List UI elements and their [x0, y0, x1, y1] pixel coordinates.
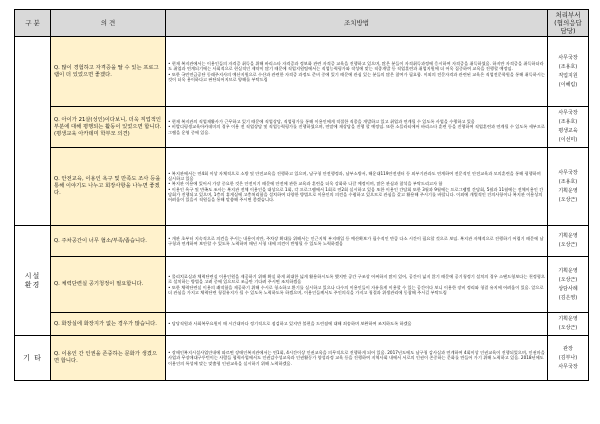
- question-cell: Q. 안전교육, 이용인 욕구 및 만족도 조사 등을 통해 이야기도 나누고 회장사항을 나누면 좋겠다.: [51, 148, 166, 226]
- dept-line: 사무국장: [558, 169, 578, 176]
- category-cell: 시설 환경: [15, 226, 51, 336]
- dept-cell: [548, 148, 589, 226]
- table-header-row: [15, 10, 589, 37]
- header-question: 의 견: [51, 10, 166, 37]
- dept-line: (이선미): [558, 137, 578, 143]
- dept-line: (조용호): [558, 63, 578, 70]
- table-row: [15, 107, 589, 148]
- opinion-table: [14, 9, 589, 381]
- question-cell: Q. 주차공간이 너무 협소/부족/좁습니다.: [51, 226, 166, 257]
- dept-line: (오상근): [558, 276, 578, 283]
- table-row: [15, 257, 589, 313]
- answer-cell: • 물리치료실과 체력단련실 이용인원을 제공하기 위해 확실 하게 최대한 넓게 활용하시도록 했지만 공간 구조상 어쩌하지 많이 있어, 공간이 넓지 않기 때문에 공기청정기 설치의 경우 스탠드형보다는 천정형으로 설치하는 방법을 고려 중에 있으므로 조금만 기다려 주시면 조치하겠음 • 또한 체력단련실 이용의 쾌적함을 제공하기 위해 수시로 청소하고 환기를 실시하고 있으나 다수의 이용인들이 자유롭게 이용할 수 있는 공간이다 보니 이용한 장비 정리와 청결 유지에 어려움이 있음. 앞으로 더 관심을 가지고 체력단련 청결유지가 될 수 있도록 노력하도록 하겠으며, 이용인들께서도 주인의식을 가지고 청결과 위생관리에 동참해 주시길 부탁드림: [166, 257, 548, 313]
- dept-line: 직업지원: [558, 72, 578, 79]
- dept-line: 기획운영: [558, 187, 578, 194]
- dept-line: 평생교육: [558, 128, 578, 134]
- dept-cell: [548, 336, 589, 381]
- dept-line: (이혜림): [558, 81, 578, 88]
- dept-line: (조용호): [558, 178, 578, 185]
- dept-line: (조용호): [558, 119, 578, 125]
- header-category: 구 분: [15, 10, 51, 37]
- dept-line: (오상근): [558, 242, 578, 248]
- table-row: [15, 37, 589, 107]
- answer-cell: • 담당직원과 사회복무요원이 매 시간대마다 정기적으로 점검하고 있지만 불편을 드린점에 대해 죄송하며 보완하여 조치하도록 하겠음: [166, 313, 548, 336]
- question-cell: Q. 아이가 21살(성인)이다보니, 더욱 직업적인 부분에 대해 평행되는 활동이 있었으면 합니다.(평생교육 아카데미 학부모 의견): [51, 107, 166, 148]
- question-cell: Q. 많이 경험하고 자격증을 딸 수 있는 프로그램이 더 있었으면 좋겠다.: [51, 37, 166, 107]
- category-cell: 기 타: [15, 336, 51, 381]
- answer-cell: • 개관 초부터 지속적으로 의견을 주시는 내용이지만, 주차장 확대를 위해서는 인근지역 부지매입 등 예산확보가 필수적인 만큼 다소 시간이 필요할 것으로 보임. 복지관 자체적으로 진행하기 어렵기 때문에 남구청과 연계하여 보안할 수 있도록 노력하며 매년 시청 내에 의견이 반영될 수 있도록 노력하겠음: [166, 226, 548, 257]
- header-action: 조치방법: [166, 10, 548, 37]
- header-dept: 처리부서 (협의응답 담당): [548, 10, 589, 37]
- dept-line: 상담사례: [558, 285, 578, 292]
- dept-cell: [548, 37, 589, 107]
- table-row: [15, 313, 589, 336]
- dept-cell: [548, 313, 589, 336]
- dept-cell: [548, 257, 589, 313]
- dept-line: (김은영): [558, 294, 578, 301]
- dept-line: 기획운영: [558, 267, 578, 274]
- dept-cell: [548, 226, 589, 257]
- question-cell: Q. 화장실에 화장지가 없는 경우가 많습니다.: [51, 313, 166, 336]
- answer-cell: • 장애인복지시설사업안내에 따르면 장애인복지관에서는 연1회, 4시간이상 인권교육을 의무적으로 진행하게 되어 있음. 2017년도에도 남구청 감사실과 연계하여 4회이상 인권교육이 진행되었으며, 인권마을사업과 무장애대구투턴이는 사람들 협력사업에서도 인권감수성교육과 인권활동가 양성과정 교육 등을 진행하여 지역사회 내에서 서로의 인권이 존중하는 문화를 만들어 가기 위해 노력하고 있음. 2018년에도 이용인의 특성에 맞는 맞춤형 인권교육을 실시하기 위해 노력하겠음.: [166, 336, 548, 381]
- table-body: [15, 37, 589, 381]
- table-row: [15, 148, 589, 226]
- table-row: [15, 226, 589, 257]
- question-cell: Q. 이용인 간 인권을 존중하는 문화가 생겼으면 합니다.: [51, 336, 166, 381]
- question-cell: Q. 체력단련실 공기청정이 필요합니다.: [51, 257, 166, 313]
- table-row: [15, 336, 589, 381]
- dept-line: (오상근): [558, 325, 578, 331]
- category-cell: [15, 37, 51, 226]
- answer-cell: • 현재 복지관에서는 이용인들의 자격증 취득을 위해 바리스타 자격증과 정보화 관련 자격증 교육을 진행하고 있으며, 많은 분들이 자격취득과정에 응시하여 자격증을 취득하였음. 하지만 자격증을 취득하더라도 취업과 연계되기에는 사회적으로 현실적인 제약이 많기 때문에 직업지원팀에서는 직업능력평가와 작성에 맞는 직종개발 등 직업훈련과 취업지원에 더 어욱 집중하여 교육을 진행할 예정임. • 또한 국민연금공단 동래주지사의 예산지원으로 수산과 관련한 자격증 과정도 준비 중에 있기 때문에 관심 있는 분들의 많은 참여가 필요함. 이외의 전문자격과 관련된 교육은 직업전문학원을 통해 취득하시는 것이 더욱 용이하다고 판단되어지므로 양해를 부탁드림: [166, 37, 548, 107]
- dept-line: (오상근): [558, 196, 578, 203]
- dept-line: (김부나): [558, 354, 578, 361]
- answer-cell: • 현재 복지관의 직업재활사가 근무하고 있기 때문에 직업상담, 직업평가를 통해 이용인에게 적절한 직종을 개발하고 있고 취업과 연계될 수 있도록 사업을 수행하고 있음 • 비발디평생교육아카데미의 경우 이용 전 직업상담 및 직업능력평가를 진행하였으며, 연말에 재상담을 진행 할 예정임. 또한 소플라티에어 바리스타 훈련 등을 진행하여 직업훈련과 연계될 수 있도록 세부프로그램을 운영 중에 있음.: [166, 107, 548, 148]
- dept-line: 사무국장: [558, 110, 578, 116]
- dept-line: 기획운영: [558, 316, 578, 322]
- dept-line: 사무국장: [558, 54, 578, 61]
- dept-line: 사무국장: [558, 363, 578, 370]
- dept-line: 기획운영: [558, 233, 578, 239]
- dept-cell: [548, 107, 589, 148]
- answer-cell: • 복지관에서는 연4회 이상 자체적으로 소방 및 안전교육을 진행하고 있으며, 남구청 안전행정과, 남부소방서, 해운대119안전센터 등 외부기관과도 연계하여 전문적인 안전교육과 모의훈련을 통해 평행하며 실시하고 있음 • 복지관 이용에 있어서 가장 중요한 것은 안전이기 때문에 안전에 관한 교육과 훈련을 더욱 강화하 나갈 예정이며, 많은 관심과 참석을 부탁드리고자 함 • 이용인 욕구 및 만족도 조사는 복지관 전체 이용인을 대상으로 1회, 각 프로그램에서 1회로 연2회 실시하고 있음 또한 이용인 간담회 또한 3월과 9월에는 프로그램별 간담회, 5월과 11월에는 전체이용인 간담회가 진행되고 있으며, 1층의 휴게실에 고충처리함을 설치하여 다양한 방법으로 이용인의 의견을 수렴하고 있으므로 관심을 갖고 활용해 주시기를 바랍니다. 이외에 개별적인 건의사항이나 복지관 이용상의 어려움이 있을시 직원들을 통해 말씀해 주시면 좋겠습니다.: [166, 148, 548, 226]
- dept-line: 관장: [563, 345, 573, 352]
